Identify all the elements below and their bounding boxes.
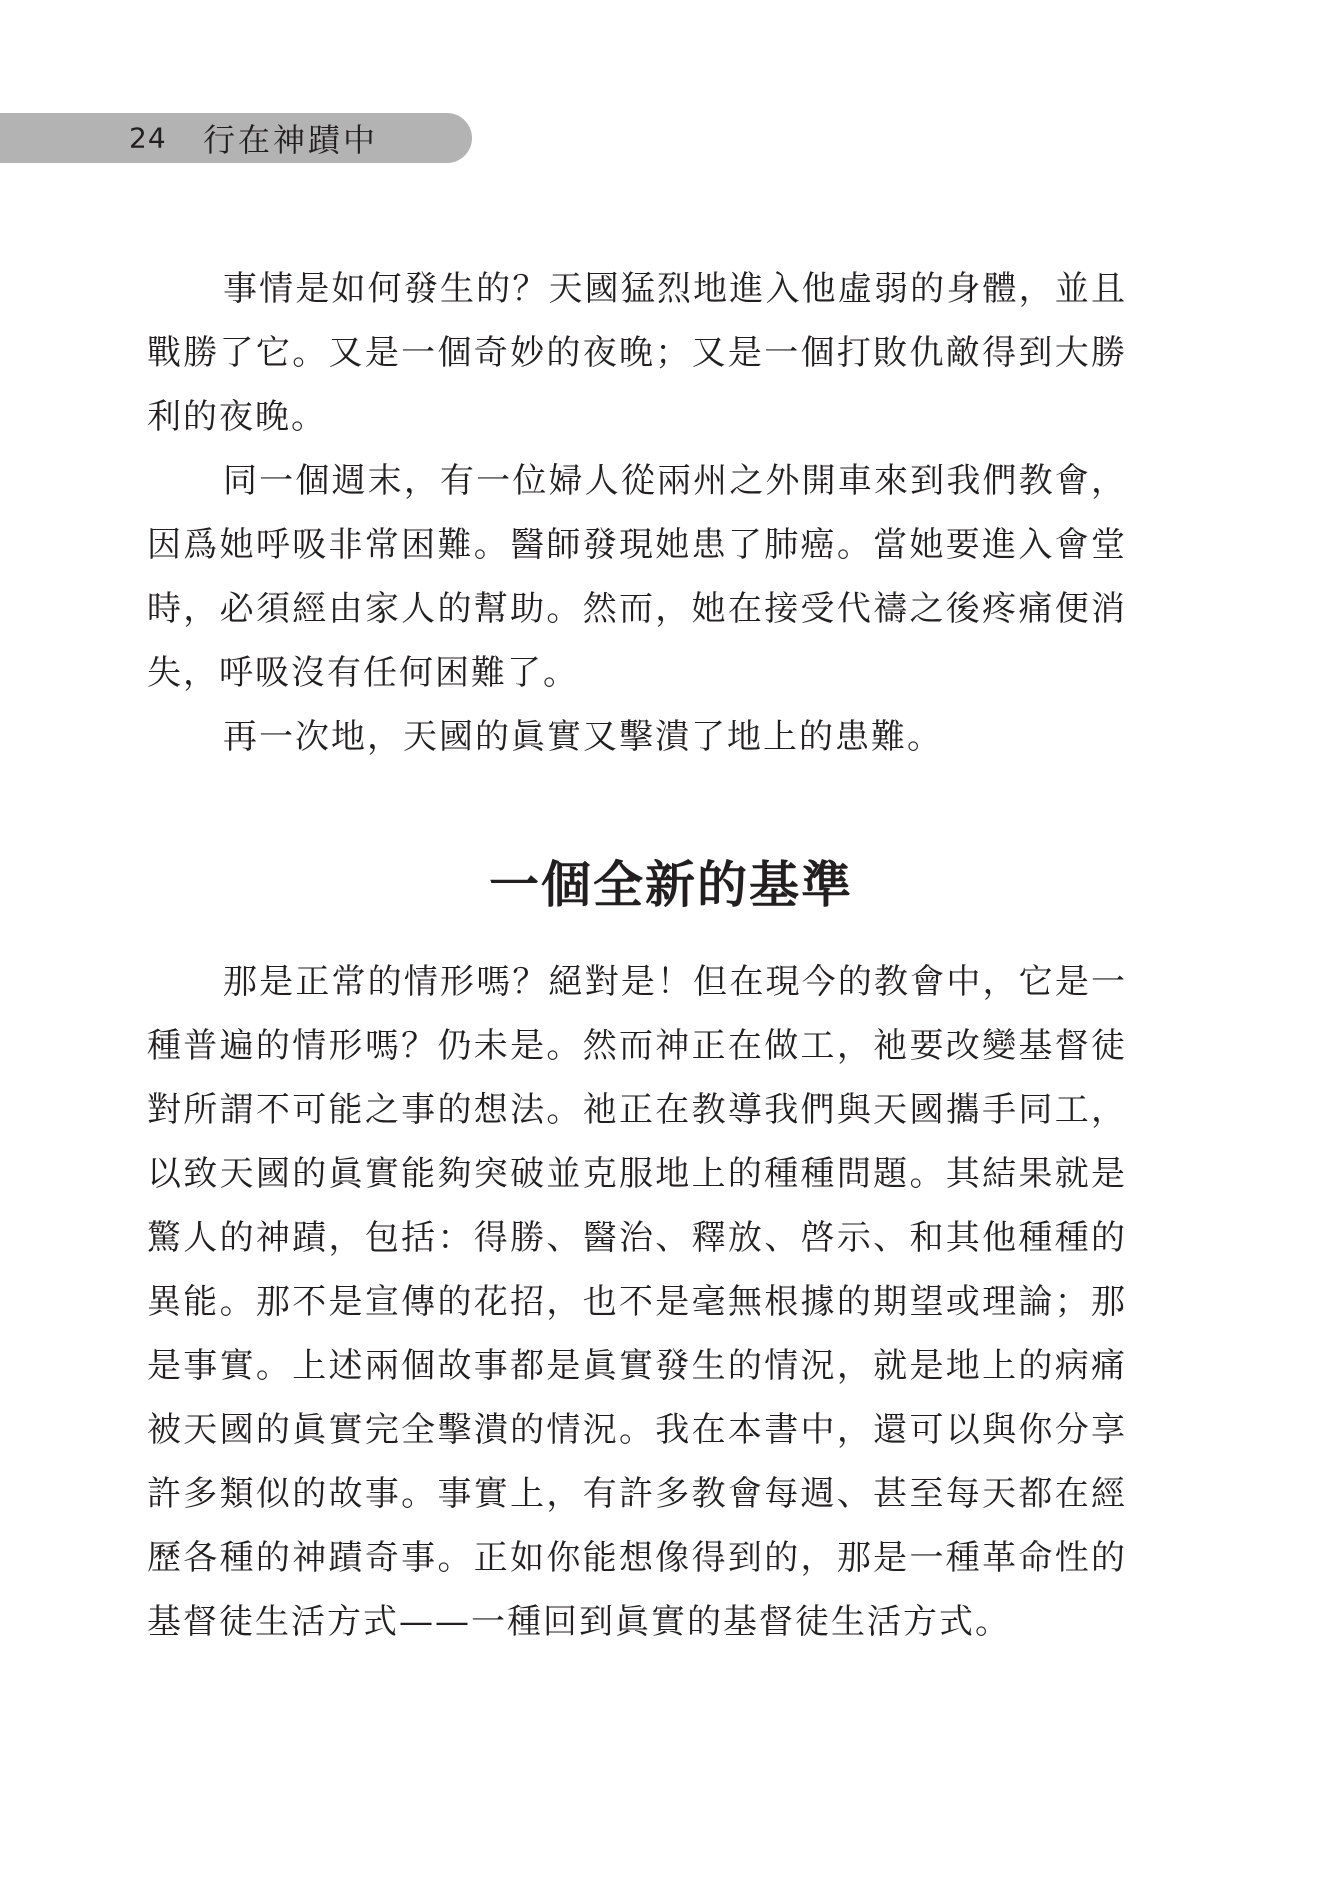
section-1-body (147, 257, 1127, 769)
running-header (0, 113, 472, 163)
paragraph: 同一個週末，有一位婦人從兩州之外開車來到我們教會，因爲她呼吸非常困難。醫師發現她患了肺癌。當她要進入會堂時，必須經由家人的幫助。然而，她在接受代禱之後疼痛便消失，呼吸沒有任何困難了。 (147, 461, 1127, 693)
page-number: 24 (129, 121, 167, 155)
paragraph: 再一次地，天國的眞實又擊潰了地上的患難。 (223, 717, 943, 757)
paragraph: 事情是如何發生的？天國猛烈地進入他虛弱的身體，並且戰勝了它。又是一個奇妙的夜晚；又是一個打敗仇敵得到大勝利的夜晚。 (147, 269, 1127, 437)
section-title: 一個全新的基準 (489, 856, 853, 914)
book-title: 行在神蹟中 (203, 121, 379, 159)
section-2-body (147, 950, 1127, 1654)
paragraph: 那是正常的情形嗎？絕對是！但在現今的教會中，它是一種普遍的情形嗎？仍未是。然而神正在做工，祂要改變基督徒對所謂不可能之事的想法。祂正在教導我們與天國攜手同工，以致天國的眞實能夠突破並克服地上的種種問題。其結果就是驚人的神蹟，包括：得勝、醫治、釋放、啓示、和其他種種的異能。那不是宣傳的花招，也不是毫無根據的期望或理論；那是事實。上述兩個故事都是眞實發生的情況，就是地上的病痛被天國的眞實完全擊潰的情況。我在本書中，還可以與你分享許多類似的故事。事實上，有許多教會每週、甚至每天都在經歷各種的神蹟奇事。正如你能想像得到的，那是一種革命性的基督徒生活方式——一種回到眞實的基督徒生活方式。 (147, 962, 1127, 1642)
